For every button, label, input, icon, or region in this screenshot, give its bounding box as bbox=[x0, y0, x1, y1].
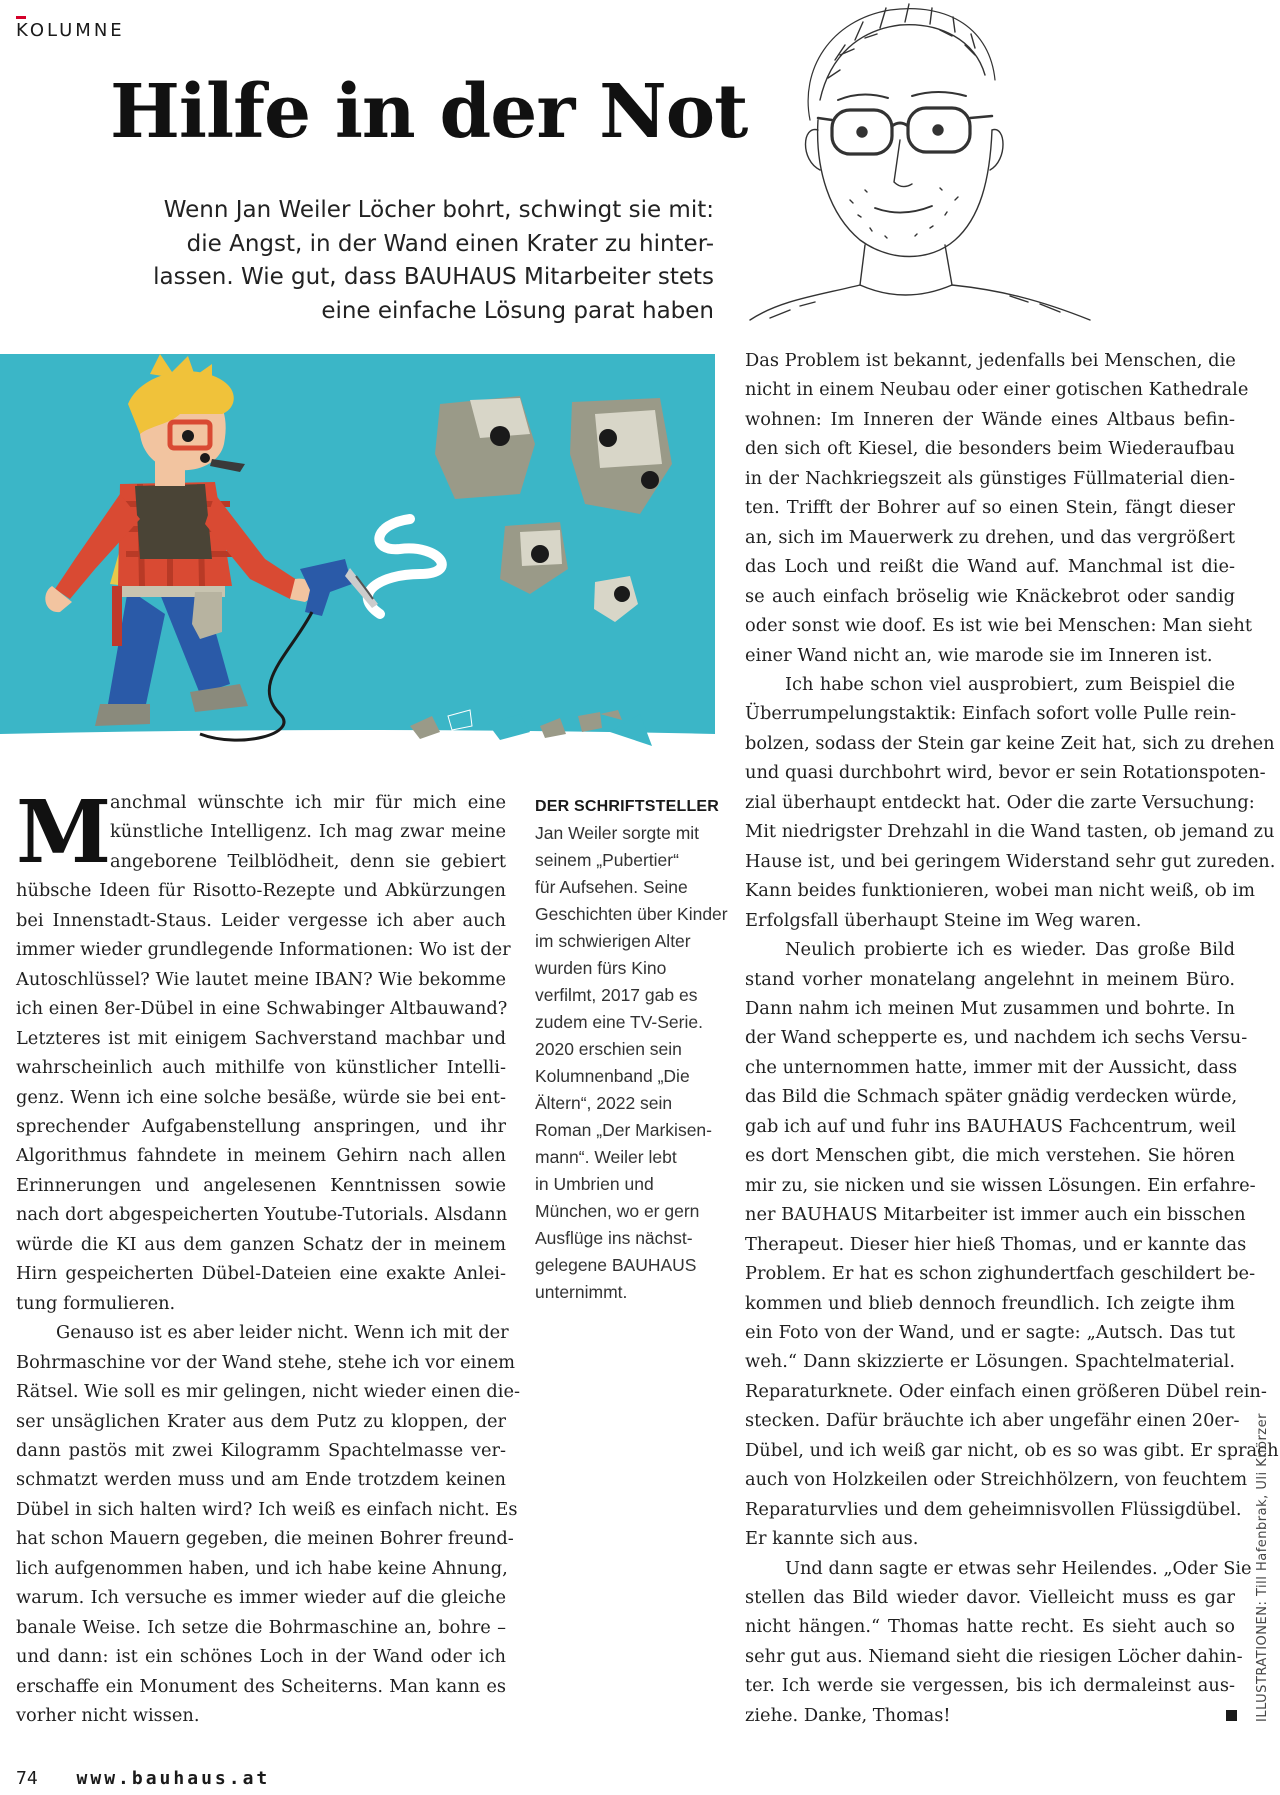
body-line: es dort Menschen gibt, die mich verstehen. Sie hören bbox=[745, 1145, 1235, 1167]
body-line: bolzen, sodass der Stein gar keine Zeit hat, sich zu drehen bbox=[745, 732, 1275, 754]
body-line: wahrscheinlich auch mithilfe von künstlicher Intelli- bbox=[16, 1057, 506, 1079]
body-line: das Bild die Schmach später gnädig verdecken würde, bbox=[745, 1086, 1238, 1108]
sidebar-line: seinem „Pubertier“ bbox=[535, 850, 679, 870]
body-line: Dann nahm ich meinen Mut zusammen und bohrte. In bbox=[745, 997, 1235, 1019]
body-line: schmatzt werden muss und am Ende trotzdem keinen bbox=[16, 1469, 506, 1491]
body-line: Autoschlüssel? Wie lautet meine IBAN? Wie bekomme bbox=[16, 968, 506, 990]
body-line: Reparaturvlies und dem geheimnisvollen Flüssigdübel. bbox=[745, 1498, 1242, 1520]
sidebar-line: verfilmt, 2017 gab es bbox=[535, 985, 698, 1005]
body-line: mir zu, sie nicken und sie wissen Lösungen. Ein erfahre- bbox=[745, 1174, 1256, 1196]
author-bio-sidebar bbox=[535, 793, 728, 1306]
sidebar-line: Ältern“, 2022 sein bbox=[535, 1093, 673, 1113]
body-line: Problem. Er hat es schon zighundertfach geschildert be- bbox=[745, 1263, 1256, 1285]
body-line: se auch einfach bröselig wie Knäckebrot oder sandig bbox=[745, 585, 1235, 607]
body-line: oder sonst wie doof. Es ist wie bei Menschen: Man sieht bbox=[745, 615, 1252, 637]
body-line: künstliche Intelligenz. Ich mag zwar meine bbox=[110, 821, 506, 843]
body-line: Dübel in sich halten wird? Ich weiß es einfach nicht. Es bbox=[16, 1498, 518, 1520]
body-line: Reparaturknete. Oder einfach einen größeren Dübel rein- bbox=[745, 1380, 1267, 1402]
standfirst-line: die Angst, in der Wand einen Krater zu hinter- bbox=[186, 230, 714, 257]
body-line: sehr gut aus. Niemand sieht die riesigen Löcher dahin- bbox=[745, 1645, 1243, 1667]
body-line: banale Weise. Ich setze die Bohrmaschine an, bohre – bbox=[16, 1616, 506, 1638]
body-line: ich einen 8er-Dübel in eine Schwabinger Altbauwand? bbox=[16, 998, 508, 1020]
sidebar-line: für Aufsehen. Seine bbox=[535, 877, 688, 897]
body-line: ter. Ich werde sie vergessen, bis ich dermaleinst aus- bbox=[745, 1675, 1235, 1697]
body-line: den sich oft Kiesel, die besonders beim Wiederaufbau bbox=[745, 438, 1235, 460]
body-line: anchmal wünschte ich mir für mich eine bbox=[110, 792, 506, 813]
page-footer bbox=[16, 1768, 270, 1789]
body-line: Das Problem ist bekannt, jedenfalls bei Menschen, die bbox=[745, 350, 1236, 371]
body-line: einer Wand nicht an, wie marode sie im Inneren ist. bbox=[745, 644, 1213, 666]
sidebar-line: in Umbrien und bbox=[535, 1174, 654, 1194]
body-line: Kann beides funktionieren, wobei man nicht weiß, ob im bbox=[745, 880, 1255, 902]
body-line: stand vorher monatelang angelehnt in meinem Büro. bbox=[745, 968, 1235, 990]
body-line: Neulich probierte ich es wieder. Das große Bild bbox=[785, 939, 1235, 961]
body-line: Therapeut. Dieser hier hieß Thomas, und er kannte das bbox=[745, 1233, 1247, 1255]
sidebar-line: unternimmt. bbox=[535, 1282, 628, 1302]
sidebar-line: Jan Weiler sorgte mit bbox=[535, 823, 700, 843]
body-line: Und dann sagte er etwas sehr Heilendes. „Oder Sie bbox=[785, 1557, 1252, 1579]
body-line: Algorithmus fahndete in meinem Gehirn nach allen bbox=[16, 1145, 506, 1167]
body-line: Bohrmaschine vor der Wand stehe, stehe ich vor einem bbox=[16, 1351, 516, 1373]
sidebar-line: im schwierigen Alter bbox=[535, 931, 691, 951]
sidebar-line: zudem eine TV-Serie. bbox=[535, 1012, 703, 1032]
standfirst-line: Wenn Jan Weiler Löcher bohrt, schwingt sie mit: bbox=[163, 197, 714, 223]
body-line: weh.“ Dann skizzierte er Lösungen. Spachtelmaterial. bbox=[745, 1351, 1235, 1373]
body-line: immer wieder grundlegende Informationen: Wo ist der bbox=[16, 939, 511, 961]
body-line: und dann: ist ein schönes Loch in der Wand oder ich bbox=[16, 1646, 506, 1668]
body-line: Letzteres ist mit einigem Sachverstand machbar und bbox=[16, 1027, 506, 1049]
body-line: erschaffe ein Monument des Scheiterns. Man kann es bbox=[16, 1675, 506, 1697]
body-line: würde die KI aus dem ganzen Schatz der in meinem bbox=[16, 1233, 506, 1255]
body-line: bei Innenstadt-Staus. Leider vergesse ich aber auch bbox=[16, 909, 506, 931]
standfirst-line: lassen. Wie gut, dass BAUHAUS Mitarbeiter stets bbox=[153, 264, 714, 290]
body-line: Erinnerungen und angelesenen Kenntnissen sowie bbox=[16, 1174, 506, 1196]
sidebar-line: München, wo er gern bbox=[535, 1201, 700, 1221]
body-line: zial überhaupt entdeckt hat. Oder die zarte Versuchung: bbox=[745, 791, 1255, 813]
sidebar-line: Geschichten über Kinder bbox=[535, 904, 728, 924]
sidebar-line: Kolumnenband „Die bbox=[535, 1066, 690, 1086]
body-line: Ich habe schon viel ausprobiert, zum Beispiel die bbox=[785, 673, 1235, 695]
body-line: warum. Ich versuche es immer wieder auf die gleiche bbox=[16, 1587, 506, 1609]
sidebar-title: DER SCHRIFTSTELLER bbox=[535, 798, 720, 815]
body-line: ser unsäglichen Krater aus dem Putz zu kloppen, der bbox=[16, 1410, 506, 1432]
headline: Hilfe in der Not bbox=[110, 69, 748, 155]
body-line: nicht in einem Neubau oder einer gotischen Kathedrale bbox=[745, 379, 1249, 401]
drop-cap: M bbox=[16, 782, 112, 883]
body-line-text: ziehe. Danke, Thomas! bbox=[745, 1704, 951, 1726]
end-of-article-icon bbox=[1226, 1710, 1237, 1721]
body-line: dann pastös mit zwei Kilogramm Spachtelmasse ver- bbox=[16, 1439, 506, 1461]
body-line: hat schon Mauern gegeben, die meinen Bohrer freund- bbox=[16, 1528, 514, 1550]
body-line: stellen das Bild wieder davor. Vielleicht muss es gar bbox=[745, 1587, 1235, 1609]
hero-illustration-drilling-icon bbox=[0, 354, 715, 764]
body-line: angeborene Teilblödheit, denn sie gebiert bbox=[110, 850, 506, 872]
section-label: KOLUMNE bbox=[16, 20, 125, 41]
body-line: Hirn gespeicherten Dübel-Dateien eine exakte Anlei- bbox=[16, 1263, 506, 1285]
body-line: vorher nicht wissen. bbox=[16, 1705, 200, 1727]
body-line: auch von Holzkeilen oder Streichhölzern, von feuchtem bbox=[745, 1469, 1248, 1491]
body-line: Erfolgsfall überhaupt Steine im Weg waren. bbox=[745, 909, 1142, 931]
body-line: ein Foto von der Wand, und er sagte: „Autsch. Das tut bbox=[745, 1321, 1235, 1343]
body-line: lich aufgenommen haben, und ich habe keine Ahnung, bbox=[16, 1557, 508, 1579]
sidebar-line: Roman „Der Markisen- bbox=[535, 1120, 712, 1140]
sidebar-line: gelegene BAUHAUS bbox=[535, 1255, 697, 1275]
body-line: wohnen: Im Inneren der Wände eines Altbaus befin- bbox=[745, 408, 1235, 430]
sidebar-line: Ausflüge ins nächst- bbox=[535, 1228, 693, 1248]
body-line: und quasi durchbohrt wird, bevor er sein Rotationspoten- bbox=[745, 762, 1266, 784]
body-line: kommen und blieb dennoch freundlich. Ich zeigte ihm bbox=[745, 1292, 1235, 1314]
body-line: das Loch und reißt die Wand auf. Manchmal ist die- bbox=[745, 556, 1235, 578]
body-line: ner BAUHAUS Mitarbeiter ist immer auch ein bisschen bbox=[745, 1204, 1246, 1226]
author-portrait-icon bbox=[740, 0, 1100, 330]
body-line: nicht hängen.“ Thomas hatte recht. Es sieht auch so bbox=[745, 1616, 1235, 1638]
body-line: genz. Wenn ich eine solche besäße, würde sie bei ent- bbox=[16, 1086, 506, 1108]
body-line: hübsche Ideen für Risotto-Rezepte und Abkürzungen bbox=[16, 880, 506, 902]
body-line: nach dort abgespeicherten Youtube-Tutorials. Alsdann bbox=[16, 1204, 508, 1226]
section-accent-mark bbox=[16, 16, 26, 19]
body-line: Mit niedrigster Drehzahl in die Wand tasten, ob jemand zu bbox=[745, 821, 1275, 843]
sidebar-line: mann“. Weiler lebt bbox=[535, 1147, 677, 1167]
sidebar-line: 2020 erschien sein bbox=[535, 1039, 682, 1059]
body-line: Hause ist, und bei geringem Widerstand sehr gut zureden. bbox=[745, 850, 1276, 872]
body-column-left bbox=[16, 782, 520, 1731]
body-line: Dübel, und ich weiß gar nicht, ob es so was gibt. Er sprach bbox=[745, 1439, 1279, 1461]
sidebar-line: wurden fürs Kino bbox=[535, 958, 667, 978]
body-line: ten. Trifft der Bohrer auf so einen Stein, fängt dieser bbox=[745, 497, 1235, 519]
body-line: Überrumpelungstaktik: Einfach sofort volle Pulle rein- bbox=[745, 703, 1237, 725]
body-line: Genauso ist es aber leider nicht. Wenn ich mit der bbox=[56, 1322, 509, 1344]
footer-url-link[interactable]: www.bauhaus.at bbox=[76, 1768, 271, 1789]
body-line: der Wand schepperte es, und nachdem ich sechs Versu- bbox=[745, 1027, 1248, 1049]
standfirst-line: eine einfache Lösung parat haben bbox=[321, 297, 714, 324]
body-line: gab ich auf und fuhr ins BAUHAUS Fachcentrum, weil bbox=[745, 1115, 1237, 1137]
body-line-final bbox=[745, 1701, 1235, 1730]
body-line: an, sich im Mauerwerk zu drehen, und das vergrößert bbox=[745, 526, 1235, 548]
body-line: stecken. Dafür bräuchte ich aber ungefähr einen 20er- bbox=[745, 1410, 1240, 1432]
illustration-credit: ILLUSTRATIONEN: Till Hafenbrak, Uli Knörzer bbox=[1255, 1413, 1270, 1722]
body-line: tung formulieren. bbox=[16, 1292, 176, 1314]
body-line: sprechender Aufgabenstellung anspringen, und ihr bbox=[16, 1115, 506, 1137]
body-line: che unternommen hatte, immer mit der Aussicht, dass bbox=[745, 1056, 1238, 1078]
standfirst bbox=[110, 194, 714, 328]
page-number: 74 bbox=[16, 1768, 38, 1789]
body-line: Rätsel. Wie soll es mir gelingen, nicht wieder einen die- bbox=[16, 1381, 520, 1403]
body-line: Er kannte sich aus. bbox=[745, 1528, 919, 1550]
body-line: in der Nachkriegszeit als günstiges Füllmaterial dien- bbox=[745, 467, 1235, 489]
